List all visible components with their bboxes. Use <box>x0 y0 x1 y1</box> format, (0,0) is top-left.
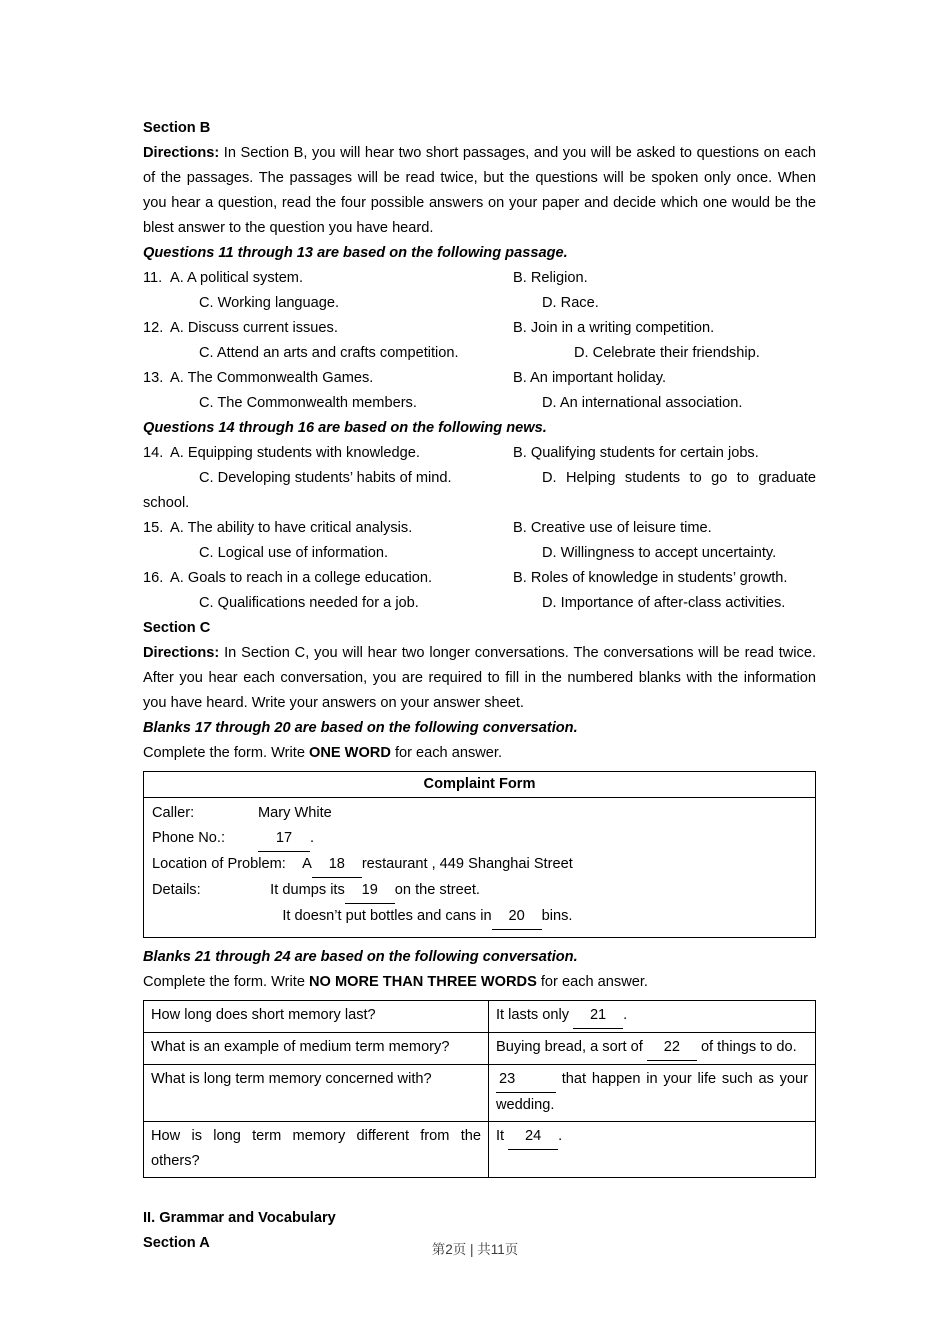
option-16-c: C. Qualifications needed for a job. <box>199 595 419 611</box>
question-number-13: 13. <box>143 370 164 386</box>
option-13-d: D. An international association. <box>542 395 743 411</box>
option-15-c: C. Logical use of information. <box>199 545 389 561</box>
complaint-form-body <box>144 798 816 938</box>
spacer <box>143 541 170 566</box>
directions-text: In Section C, you will hear two longer conversations. The conversations will be read twice. After you hear each conversation, you are required to fill in the numbered blanks with the information you have heard. Write your answers on your answer sheet. <box>143 645 816 711</box>
phone-value <box>258 826 807 852</box>
answer-blank-20[interactable]: 20 <box>492 904 542 930</box>
blanks-note-17-20: Blanks 17 through 20 are based on the following conversation. <box>143 720 578 736</box>
question-number-11: 11. <box>143 270 163 286</box>
question-row-13b <box>143 391 816 416</box>
answer-pre: Buying bread, a sort of <box>496 1039 647 1055</box>
memory-answer-1 <box>489 1001 816 1033</box>
blanks-note-21-24: Blanks 21 through 24 are based on the following conversation. <box>143 949 578 965</box>
memory-question-3: What is long term memory concerned with? <box>144 1065 489 1122</box>
answer-blank-17[interactable]: 17 <box>258 826 310 852</box>
spacer <box>143 591 170 616</box>
spacer <box>143 938 816 945</box>
question-row-15a <box>143 516 816 541</box>
option-14-c: C. Developing students’ habits of mind. <box>199 470 452 486</box>
location-post: restaurant , 449 Shanghai Street <box>361 856 573 872</box>
option-11-b: B. Religion. <box>513 270 588 286</box>
section-a-subheading: Section A <box>143 1235 210 1251</box>
table-header-row <box>144 772 816 798</box>
answer-blank-22[interactable]: 22 <box>647 1035 697 1061</box>
option-16-a: A. Goals to reach in a college education. <box>170 570 433 586</box>
section-ii-heading: II. Grammar and Vocabulary <box>143 1210 336 1226</box>
phone-row <box>152 826 807 852</box>
option-14-d-wrap: school. <box>143 495 190 511</box>
question-row-16a <box>143 566 816 591</box>
option-15-b: B. Creative use of leisure time. <box>513 520 712 536</box>
memory-answer-4 <box>489 1122 816 1178</box>
question-row-11a <box>143 266 816 291</box>
question-row-12b <box>143 341 816 366</box>
question-row-12a <box>143 316 816 341</box>
memory-table <box>143 1000 816 1178</box>
option-12-a: A. Discuss current issues. <box>170 320 338 336</box>
details-line-1 <box>258 878 807 904</box>
section-c-heading: Section C <box>143 620 211 636</box>
location-value <box>286 852 573 878</box>
passage-note-11-13: Questions 11 through 13 are based on the following passage. <box>143 245 568 261</box>
answer-blank-19[interactable]: 19 <box>345 878 395 904</box>
spacer <box>143 341 170 366</box>
option-11-d: D. Race. <box>542 295 599 311</box>
instruction-emphasis: ONE WORD <box>309 745 391 761</box>
location-label: Location of Problem: <box>152 856 286 872</box>
instruction-emphasis: NO MORE THAN THREE WORDS <box>309 974 537 990</box>
instruction-post: for each answer. <box>536 974 648 990</box>
answer-post: that happen in your life such as your wedding. <box>496 1071 808 1113</box>
memory-answer-2 <box>489 1033 816 1065</box>
option-14-a: A. Equipping students with knowledge. <box>170 445 420 461</box>
option-14-b: B. Qualifying students for certain jobs. <box>513 445 759 461</box>
answer-blank-21[interactable]: 21 <box>573 1003 623 1029</box>
question-number-15: 15. <box>143 520 164 536</box>
memory-question-1: How long does short memory last? <box>144 1001 489 1033</box>
question-number-14: 14. <box>143 445 164 461</box>
directions-text: In Section B, you will hear two short passages, and you will be asked to questions on each of the passages. The passages will be read twice, but the questions will be spoken only once. When you hear a question, read the four possible answers on your paper and decide which one would be the blest answer to the question you have heard. <box>143 145 816 236</box>
memory-question-2: What is an example of medium term memory? <box>144 1033 489 1065</box>
details-line2-pre: It doesn’t put bottles and cans in <box>282 908 492 924</box>
answer-pre: It lasts only <box>496 1007 574 1023</box>
details-label: Details: <box>152 882 201 898</box>
option-12-c: C. Attend an arts and crafts competition. <box>199 345 459 361</box>
complaint-form-table <box>143 771 816 938</box>
option-11-a: A. A political system. <box>170 270 304 286</box>
directions-label: Directions: <box>143 645 220 661</box>
question-row-14a <box>143 441 816 466</box>
answer-blank-23[interactable]: 23 <box>496 1067 556 1093</box>
option-13-a: A. The Commonwealth Games. <box>170 370 374 386</box>
option-11-c: C. Working language. <box>199 295 340 311</box>
answer-post: of things to do. <box>696 1039 797 1055</box>
option-13-c: C. The Commonwealth members. <box>199 395 417 411</box>
question-row-15b <box>143 541 816 566</box>
spacer <box>143 466 170 491</box>
table-row <box>144 1001 816 1033</box>
caller-label: Caller: <box>152 805 195 821</box>
question-row-11b <box>143 291 816 316</box>
question-row-16b <box>143 591 816 616</box>
details-row <box>152 878 807 904</box>
table-row <box>144 1065 816 1122</box>
table-body-row <box>144 798 816 938</box>
page-footer: 第2页 | 共11页 <box>431 1242 519 1257</box>
answer-pre: It <box>496 1128 509 1144</box>
section-c-directions <box>143 641 816 716</box>
caller-row <box>152 801 807 826</box>
option-16-d: D. Importance of after-class activities. <box>542 595 786 611</box>
instruction-three-words <box>143 970 816 995</box>
spacer <box>143 391 170 416</box>
option-15-d: D. Willingness to accept uncertainty. <box>542 545 777 561</box>
question-row-13a <box>143 366 816 391</box>
option-12-d: D. Celebrate their friendship. <box>574 345 760 361</box>
question-number-12: 12. <box>143 320 164 336</box>
answer-post: . <box>558 1128 563 1144</box>
passage-note-14-16: Questions 14 through 16 are based on the following news. <box>143 420 547 436</box>
answer-post: . <box>623 1007 628 1023</box>
table-row <box>144 1122 816 1178</box>
instruction-post: for each answer. <box>390 745 503 761</box>
memory-answer-3 <box>489 1065 816 1122</box>
option-13-b: B. An important holiday. <box>513 370 667 386</box>
spacer <box>143 1178 816 1206</box>
option-16-b: B. Roles of knowledge in students’ growth. <box>513 570 788 586</box>
option-12-b: B. Join in a writing competition. <box>513 320 715 336</box>
option-15-a: A. The ability to have critical analysis. <box>170 520 413 536</box>
question-row-14b <box>143 466 816 491</box>
phone-suffix: . <box>310 830 315 846</box>
details-line1-pre: It dumps its <box>270 882 345 898</box>
location-pre: A <box>302 856 312 872</box>
caller-value: Mary White <box>258 805 332 821</box>
details-line-2 <box>152 904 807 930</box>
details-line2-post: bins. <box>541 908 573 924</box>
section-b-heading: Section B <box>143 120 211 136</box>
answer-blank-18[interactable]: 18 <box>312 852 362 878</box>
phone-label: Phone No.: <box>152 830 226 846</box>
option-14-d: D. Helping students to go to graduate <box>542 470 816 486</box>
instruction-one-word <box>143 741 816 766</box>
spacer <box>143 291 170 316</box>
instruction-pre: Complete the form. Write <box>143 745 309 761</box>
answer-blank-24[interactable]: 24 <box>508 1124 558 1150</box>
table-row <box>144 1033 816 1065</box>
complaint-form-title: Complaint Form <box>144 772 816 798</box>
directions-label: Directions: <box>143 145 220 161</box>
instruction-pre: Complete the form. Write <box>143 974 309 990</box>
memory-question-4: How is long term memory different from the others? <box>144 1122 489 1178</box>
question-number-16: 16. <box>143 570 164 586</box>
section-b-directions <box>143 141 816 241</box>
document-page <box>143 116 816 1256</box>
location-row <box>152 852 807 878</box>
details-line1-post: on the street. <box>394 882 480 898</box>
